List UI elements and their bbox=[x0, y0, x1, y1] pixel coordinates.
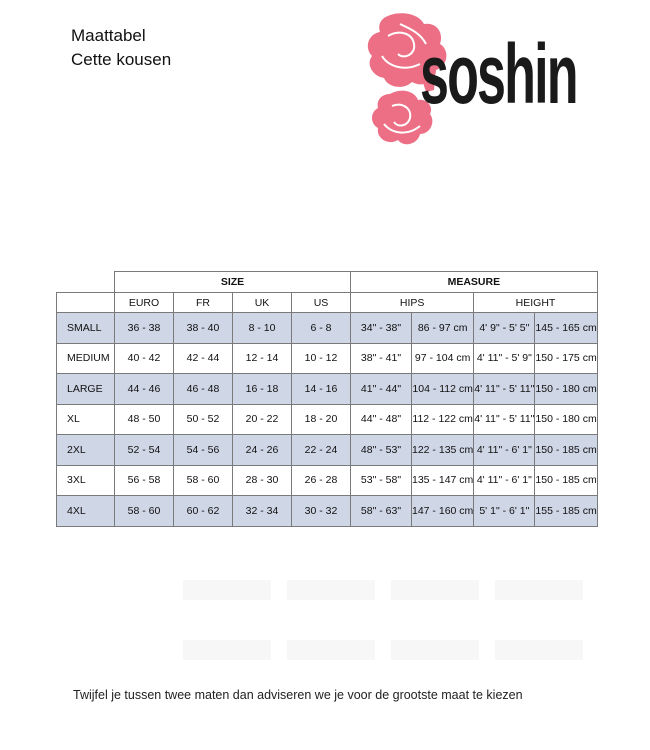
cell-us: 30 - 32 bbox=[292, 496, 351, 527]
cell-hips-cm: 86 - 97 cm bbox=[412, 313, 474, 344]
size-table bbox=[56, 271, 598, 527]
header-cell-uk: UK bbox=[233, 293, 292, 313]
cell-label: XL bbox=[57, 404, 115, 435]
faint-block bbox=[183, 580, 271, 600]
cell-hips-cm: 135 - 147 cm bbox=[412, 465, 474, 496]
cell-hips-cm: 97 - 104 cm bbox=[412, 343, 474, 374]
table-row bbox=[57, 404, 598, 435]
table-row bbox=[57, 343, 598, 374]
header-cell-height: HEIGHT bbox=[474, 293, 597, 313]
cell-hips-cm: 147 - 160 cm bbox=[412, 496, 474, 527]
cell-euro: 44 - 46 bbox=[115, 374, 174, 405]
table-row bbox=[57, 435, 598, 466]
faint-block bbox=[495, 580, 583, 600]
cell-hips-cm: 122 - 135 cm bbox=[412, 435, 474, 466]
faint-block bbox=[495, 640, 583, 660]
cell-height-cm: 150 - 185 cm bbox=[535, 435, 597, 466]
brand-logo bbox=[364, 10, 589, 150]
cell-label: SMALL bbox=[57, 313, 115, 344]
table-row bbox=[57, 374, 598, 405]
cell-us: 22 - 24 bbox=[292, 435, 351, 466]
cell-height-ft: 5' 1" - 6' 1" bbox=[474, 496, 535, 527]
column-header-row bbox=[57, 293, 598, 313]
cell-fr: 60 - 62 bbox=[174, 496, 233, 527]
cell-euro: 58 - 60 bbox=[115, 496, 174, 527]
header-cell-us: US bbox=[292, 293, 351, 313]
cell-us: 26 - 28 bbox=[292, 465, 351, 496]
cell-height-ft: 4' 11" - 5' 11" bbox=[474, 404, 535, 435]
cell-height-ft: 4' 11" - 6' 1" bbox=[474, 435, 535, 466]
cell-euro: 52 - 54 bbox=[115, 435, 174, 466]
cell-hips-cm: 112 - 122 cm bbox=[412, 404, 474, 435]
cell-label: LARGE bbox=[57, 374, 115, 405]
cell-hips-in: 48" - 53" bbox=[351, 435, 412, 466]
size-group-header: SIZE bbox=[115, 272, 351, 293]
cell-label: 4XL bbox=[57, 496, 115, 527]
cell-hips-in: 41" - 44" bbox=[351, 374, 412, 405]
cell-height-ft: 4' 9" - 5' 5" bbox=[474, 313, 535, 344]
cell-hips-in: 38" - 41" bbox=[351, 343, 412, 374]
header-cell-hips: HIPS bbox=[351, 293, 474, 313]
faint-block bbox=[183, 640, 271, 660]
header-cell-label bbox=[57, 293, 115, 313]
cell-uk: 16 - 18 bbox=[233, 374, 292, 405]
brand-wordmark: soshin bbox=[420, 27, 577, 121]
cell-label: MEDIUM bbox=[57, 343, 115, 374]
faint-block bbox=[391, 580, 479, 600]
cell-height-ft: 4' 11" - 5' 11" bbox=[474, 374, 535, 405]
cell-us: 10 - 12 bbox=[292, 343, 351, 374]
cell-us: 18 - 20 bbox=[292, 404, 351, 435]
cell-fr: 54 - 56 bbox=[174, 435, 233, 466]
faint-block bbox=[287, 580, 375, 600]
cell-uk: 8 - 10 bbox=[233, 313, 292, 344]
cell-uk: 24 - 26 bbox=[233, 435, 292, 466]
cell-height-ft: 4' 11" - 6' 1" bbox=[474, 465, 535, 496]
table-row bbox=[57, 313, 598, 344]
cell-hips-in: 44" - 48" bbox=[351, 404, 412, 435]
faint-block bbox=[287, 640, 375, 660]
group-header-row bbox=[57, 272, 598, 293]
size-table-body bbox=[57, 313, 598, 527]
cell-uk: 28 - 30 bbox=[233, 465, 292, 496]
cell-height-cm: 150 - 185 cm bbox=[535, 465, 597, 496]
title-line-1: Maattabel bbox=[71, 26, 146, 45]
cell-euro: 36 - 38 bbox=[115, 313, 174, 344]
cell-height-cm: 150 - 175 cm bbox=[535, 343, 597, 374]
cell-euro: 40 - 42 bbox=[115, 343, 174, 374]
cell-euro: 56 - 58 bbox=[115, 465, 174, 496]
footer-note: Twijfel je tussen twee maten dan adviseren we je voor de grootste maat te kiezen bbox=[73, 688, 523, 702]
cell-hips-cm: 104 - 112 cm bbox=[412, 374, 474, 405]
corner-cell bbox=[57, 272, 115, 293]
measure-group-header: MEASURE bbox=[351, 272, 598, 293]
cell-label: 3XL bbox=[57, 465, 115, 496]
title-line-2: Cette kousen bbox=[71, 50, 172, 69]
cell-us: 14 - 16 bbox=[292, 374, 351, 405]
cell-hips-in: 34" - 38" bbox=[351, 313, 412, 344]
cell-fr: 50 - 52 bbox=[174, 404, 233, 435]
cell-height-cm: 155 - 185 cm bbox=[535, 496, 597, 527]
header-cell-euro: EURO bbox=[115, 293, 174, 313]
page-title bbox=[71, 24, 171, 72]
cell-uk: 32 - 34 bbox=[233, 496, 292, 527]
cell-fr: 58 - 60 bbox=[174, 465, 233, 496]
table-row bbox=[57, 496, 598, 527]
cell-height-cm: 150 - 180 cm bbox=[535, 404, 597, 435]
cell-us: 6 - 8 bbox=[292, 313, 351, 344]
cell-fr: 42 - 44 bbox=[174, 343, 233, 374]
cell-height-cm: 150 - 180 cm bbox=[535, 374, 597, 405]
cell-hips-in: 58" - 63" bbox=[351, 496, 412, 527]
cell-euro: 48 - 50 bbox=[115, 404, 174, 435]
header-cell-fr: FR bbox=[174, 293, 233, 313]
cell-height-ft: 4' 11" - 5' 9" bbox=[474, 343, 535, 374]
cell-fr: 38 - 40 bbox=[174, 313, 233, 344]
cell-uk: 12 - 14 bbox=[233, 343, 292, 374]
cell-uk: 20 - 22 bbox=[233, 404, 292, 435]
cell-label: 2XL bbox=[57, 435, 115, 466]
faint-block bbox=[391, 640, 479, 660]
cell-height-cm: 145 - 165 cm bbox=[535, 313, 597, 344]
cell-fr: 46 - 48 bbox=[174, 374, 233, 405]
table-row bbox=[57, 465, 598, 496]
cell-hips-in: 53" - 58" bbox=[351, 465, 412, 496]
